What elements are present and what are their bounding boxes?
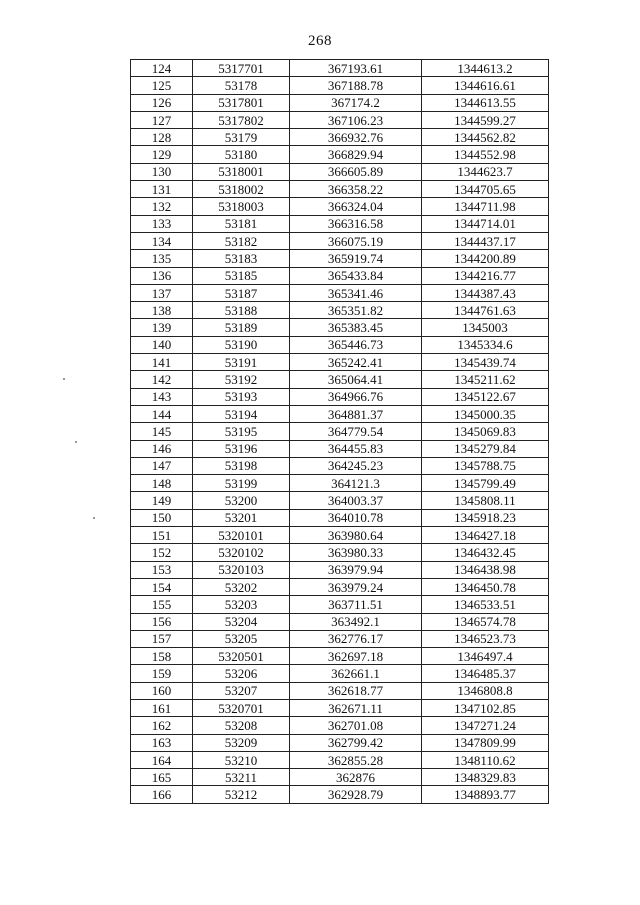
point-id-cell: 53206 [193, 665, 290, 682]
y-coordinate-cell: 1344552.98 [422, 146, 549, 163]
row-number-cell: 130 [131, 163, 193, 180]
x-coordinate-cell: 363980.33 [290, 544, 422, 561]
coordinates-table [130, 59, 549, 804]
point-id-cell: 53192 [193, 371, 290, 388]
y-coordinate-cell: 1345211.62 [422, 371, 549, 388]
point-id-cell: 5318001 [193, 163, 290, 180]
y-coordinate-cell: 1344616.61 [422, 77, 549, 94]
y-coordinate-cell: 1348893.77 [422, 786, 549, 803]
y-coordinate-cell: 1344613.2 [422, 60, 549, 77]
row-number-cell: 161 [131, 699, 193, 716]
table-row [131, 388, 549, 405]
x-coordinate-cell: 366932.76 [290, 129, 422, 146]
table-row [131, 302, 549, 319]
table-row [131, 77, 549, 94]
y-coordinate-cell: 1346450.78 [422, 578, 549, 595]
point-id-cell: 53189 [193, 319, 290, 336]
row-number-cell: 126 [131, 94, 193, 111]
point-id-cell: 53200 [193, 492, 290, 509]
x-coordinate-cell: 366358.22 [290, 181, 422, 198]
table-row [131, 94, 549, 111]
row-number-cell: 164 [131, 751, 193, 768]
y-coordinate-cell: 1345000.35 [422, 405, 549, 422]
x-coordinate-cell: 362661.1 [290, 665, 422, 682]
x-coordinate-cell: 367188.78 [290, 77, 422, 94]
row-number-cell: 162 [131, 717, 193, 734]
row-number-cell: 127 [131, 111, 193, 128]
table-row [131, 665, 549, 682]
point-id-cell: 53207 [193, 682, 290, 699]
point-id-cell: 53187 [193, 284, 290, 301]
x-coordinate-cell: 365242.41 [290, 354, 422, 371]
point-id-cell: 53182 [193, 232, 290, 249]
row-number-cell: 153 [131, 561, 193, 578]
point-id-cell: 53210 [193, 751, 290, 768]
row-number-cell: 132 [131, 198, 193, 215]
x-coordinate-cell: 362799.42 [290, 734, 422, 751]
row-number-cell: 157 [131, 630, 193, 647]
coordinates-table-body [131, 60, 549, 804]
row-number-cell: 149 [131, 492, 193, 509]
x-coordinate-cell: 366324.04 [290, 198, 422, 215]
row-number-cell: 165 [131, 769, 193, 786]
point-id-cell: 5318003 [193, 198, 290, 215]
point-id-cell: 53199 [193, 475, 290, 492]
row-number-cell: 137 [131, 284, 193, 301]
table-row [131, 786, 549, 803]
table-row [131, 336, 549, 353]
x-coordinate-cell: 365433.84 [290, 267, 422, 284]
x-coordinate-cell: 365919.74 [290, 250, 422, 267]
point-id-cell: 53211 [193, 769, 290, 786]
row-number-cell: 150 [131, 509, 193, 526]
table-row [131, 578, 549, 595]
y-coordinate-cell: 1346808.8 [422, 682, 549, 699]
row-number-cell: 155 [131, 596, 193, 613]
table-row [131, 734, 549, 751]
point-id-cell: 53203 [193, 596, 290, 613]
row-number-cell: 141 [131, 354, 193, 371]
row-number-cell: 145 [131, 423, 193, 440]
row-number-cell: 146 [131, 440, 193, 457]
page-number: 268 [308, 33, 332, 49]
point-id-cell: 53191 [193, 354, 290, 371]
y-coordinate-cell: 1344200.89 [422, 250, 549, 267]
y-coordinate-cell: 1346432.45 [422, 544, 549, 561]
y-coordinate-cell: 1344437.17 [422, 232, 549, 249]
table-row [131, 682, 549, 699]
table-row [131, 769, 549, 786]
x-coordinate-cell: 364966.76 [290, 388, 422, 405]
scan-speck [75, 441, 77, 443]
y-coordinate-cell: 1344216.77 [422, 267, 549, 284]
y-coordinate-cell: 1348329.83 [422, 769, 549, 786]
x-coordinate-cell: 365383.45 [290, 319, 422, 336]
x-coordinate-cell: 365446.73 [290, 336, 422, 353]
point-id-cell: 53208 [193, 717, 290, 734]
row-number-cell: 147 [131, 457, 193, 474]
point-id-cell: 5317801 [193, 94, 290, 111]
x-coordinate-cell: 365341.46 [290, 284, 422, 301]
point-id-cell: 53204 [193, 613, 290, 630]
point-id-cell: 53205 [193, 630, 290, 647]
row-number-cell: 148 [131, 475, 193, 492]
x-coordinate-cell: 364121.3 [290, 475, 422, 492]
y-coordinate-cell: 1345439.74 [422, 354, 549, 371]
row-number-cell: 134 [131, 232, 193, 249]
y-coordinate-cell: 1345788.75 [422, 457, 549, 474]
x-coordinate-cell: 362618.77 [290, 682, 422, 699]
row-number-cell: 159 [131, 665, 193, 682]
table-row [131, 284, 549, 301]
point-id-cell: 5320701 [193, 699, 290, 716]
row-number-cell: 166 [131, 786, 193, 803]
row-number-cell: 124 [131, 60, 193, 77]
x-coordinate-cell: 365351.82 [290, 302, 422, 319]
table-row [131, 457, 549, 474]
x-coordinate-cell: 362697.18 [290, 648, 422, 665]
x-coordinate-cell: 362876 [290, 769, 422, 786]
y-coordinate-cell: 1346497.4 [422, 648, 549, 665]
point-id-cell: 53201 [193, 509, 290, 526]
table-row [131, 146, 549, 163]
table-row [131, 405, 549, 422]
y-coordinate-cell: 1345918.23 [422, 509, 549, 526]
y-coordinate-cell: 1344761.63 [422, 302, 549, 319]
point-id-cell: 53194 [193, 405, 290, 422]
point-id-cell: 53181 [193, 215, 290, 232]
y-coordinate-cell: 1346574.78 [422, 613, 549, 630]
y-coordinate-cell: 1346523.73 [422, 630, 549, 647]
x-coordinate-cell: 362928.79 [290, 786, 422, 803]
y-coordinate-cell: 1344613.55 [422, 94, 549, 111]
y-coordinate-cell: 1344711.98 [422, 198, 549, 215]
y-coordinate-cell: 1345069.83 [422, 423, 549, 440]
table-row [131, 250, 549, 267]
y-coordinate-cell: 1347271.24 [422, 717, 549, 734]
table-row [131, 630, 549, 647]
x-coordinate-cell: 363979.24 [290, 578, 422, 595]
row-number-cell: 139 [131, 319, 193, 336]
point-id-cell: 53178 [193, 77, 290, 94]
y-coordinate-cell: 1344599.27 [422, 111, 549, 128]
point-id-cell: 53196 [193, 440, 290, 457]
y-coordinate-cell: 1346485.37 [422, 665, 549, 682]
table-row [131, 267, 549, 284]
x-coordinate-cell: 364010.78 [290, 509, 422, 526]
table-row [131, 596, 549, 613]
table-row [131, 371, 549, 388]
table-row [131, 440, 549, 457]
point-id-cell: 53212 [193, 786, 290, 803]
row-number-cell: 131 [131, 181, 193, 198]
y-coordinate-cell: 1345334.6 [422, 336, 549, 353]
point-id-cell: 5320101 [193, 527, 290, 544]
table-row [131, 232, 549, 249]
point-id-cell: 53179 [193, 129, 290, 146]
y-coordinate-cell: 1345279.84 [422, 440, 549, 457]
x-coordinate-cell: 362855.28 [290, 751, 422, 768]
point-id-cell: 5320103 [193, 561, 290, 578]
x-coordinate-cell: 367106.23 [290, 111, 422, 128]
y-coordinate-cell: 1344562.82 [422, 129, 549, 146]
table-row [131, 648, 549, 665]
x-coordinate-cell: 363979.94 [290, 561, 422, 578]
y-coordinate-cell: 1344705.65 [422, 181, 549, 198]
y-coordinate-cell: 1345808.11 [422, 492, 549, 509]
x-coordinate-cell: 364779.54 [290, 423, 422, 440]
point-id-cell: 53185 [193, 267, 290, 284]
table-row [131, 751, 549, 768]
row-number-cell: 142 [131, 371, 193, 388]
point-id-cell: 5320102 [193, 544, 290, 561]
table-row [131, 561, 549, 578]
y-coordinate-cell: 1345799.49 [422, 475, 549, 492]
table-row [131, 509, 549, 526]
row-number-cell: 158 [131, 648, 193, 665]
table-row [131, 492, 549, 509]
table-row [131, 544, 549, 561]
table-row [131, 717, 549, 734]
scan-speck [63, 378, 65, 380]
table-row [131, 215, 549, 232]
x-coordinate-cell: 363492.1 [290, 613, 422, 630]
row-number-cell: 128 [131, 129, 193, 146]
y-coordinate-cell: 1344714.01 [422, 215, 549, 232]
x-coordinate-cell: 364455.83 [290, 440, 422, 457]
table-row [131, 423, 549, 440]
point-id-cell: 53198 [193, 457, 290, 474]
point-id-cell: 53209 [193, 734, 290, 751]
y-coordinate-cell: 1345003 [422, 319, 549, 336]
y-coordinate-cell: 1344623.7 [422, 163, 549, 180]
x-coordinate-cell: 362671.11 [290, 699, 422, 716]
table-row [131, 129, 549, 146]
point-id-cell: 53193 [193, 388, 290, 405]
x-coordinate-cell: 364245.23 [290, 457, 422, 474]
point-id-cell: 53183 [193, 250, 290, 267]
x-coordinate-cell: 366829.94 [290, 146, 422, 163]
row-number-cell: 143 [131, 388, 193, 405]
row-number-cell: 140 [131, 336, 193, 353]
table-row [131, 475, 549, 492]
x-coordinate-cell: 366605.89 [290, 163, 422, 180]
point-id-cell: 5317802 [193, 111, 290, 128]
row-number-cell: 156 [131, 613, 193, 630]
row-number-cell: 136 [131, 267, 193, 284]
point-id-cell: 5317701 [193, 60, 290, 77]
row-number-cell: 152 [131, 544, 193, 561]
x-coordinate-cell: 366075.19 [290, 232, 422, 249]
row-number-cell: 125 [131, 77, 193, 94]
row-number-cell: 163 [131, 734, 193, 751]
table-row [131, 319, 549, 336]
point-id-cell: 53190 [193, 336, 290, 353]
row-number-cell: 135 [131, 250, 193, 267]
table-row [131, 60, 549, 77]
table-row [131, 111, 549, 128]
x-coordinate-cell: 365064.41 [290, 371, 422, 388]
y-coordinate-cell: 1347809.99 [422, 734, 549, 751]
x-coordinate-cell: 366316.58 [290, 215, 422, 232]
table-row [131, 354, 549, 371]
y-coordinate-cell: 1344387.43 [422, 284, 549, 301]
point-id-cell: 53195 [193, 423, 290, 440]
x-coordinate-cell: 363980.64 [290, 527, 422, 544]
row-number-cell: 133 [131, 215, 193, 232]
x-coordinate-cell: 362776.17 [290, 630, 422, 647]
point-id-cell: 5320501 [193, 648, 290, 665]
x-coordinate-cell: 362701.08 [290, 717, 422, 734]
y-coordinate-cell: 1346438.98 [422, 561, 549, 578]
table-row [131, 699, 549, 716]
x-coordinate-cell: 364003.37 [290, 492, 422, 509]
table-row [131, 163, 549, 180]
table-row [131, 527, 549, 544]
row-number-cell: 138 [131, 302, 193, 319]
table-row [131, 198, 549, 215]
table-row [131, 613, 549, 630]
y-coordinate-cell: 1347102.85 [422, 699, 549, 716]
point-id-cell: 53202 [193, 578, 290, 595]
x-coordinate-cell: 364881.37 [290, 405, 422, 422]
row-number-cell: 144 [131, 405, 193, 422]
scan-speck [93, 517, 95, 519]
x-coordinate-cell: 363711.51 [290, 596, 422, 613]
y-coordinate-cell: 1346427.18 [422, 527, 549, 544]
row-number-cell: 151 [131, 527, 193, 544]
point-id-cell: 5318002 [193, 181, 290, 198]
row-number-cell: 160 [131, 682, 193, 699]
y-coordinate-cell: 1346533.51 [422, 596, 549, 613]
y-coordinate-cell: 1345122.67 [422, 388, 549, 405]
row-number-cell: 154 [131, 578, 193, 595]
x-coordinate-cell: 367193.61 [290, 60, 422, 77]
x-coordinate-cell: 367174.2 [290, 94, 422, 111]
row-number-cell: 129 [131, 146, 193, 163]
y-coordinate-cell: 1348110.62 [422, 751, 549, 768]
point-id-cell: 53188 [193, 302, 290, 319]
point-id-cell: 53180 [193, 146, 290, 163]
table-row [131, 181, 549, 198]
